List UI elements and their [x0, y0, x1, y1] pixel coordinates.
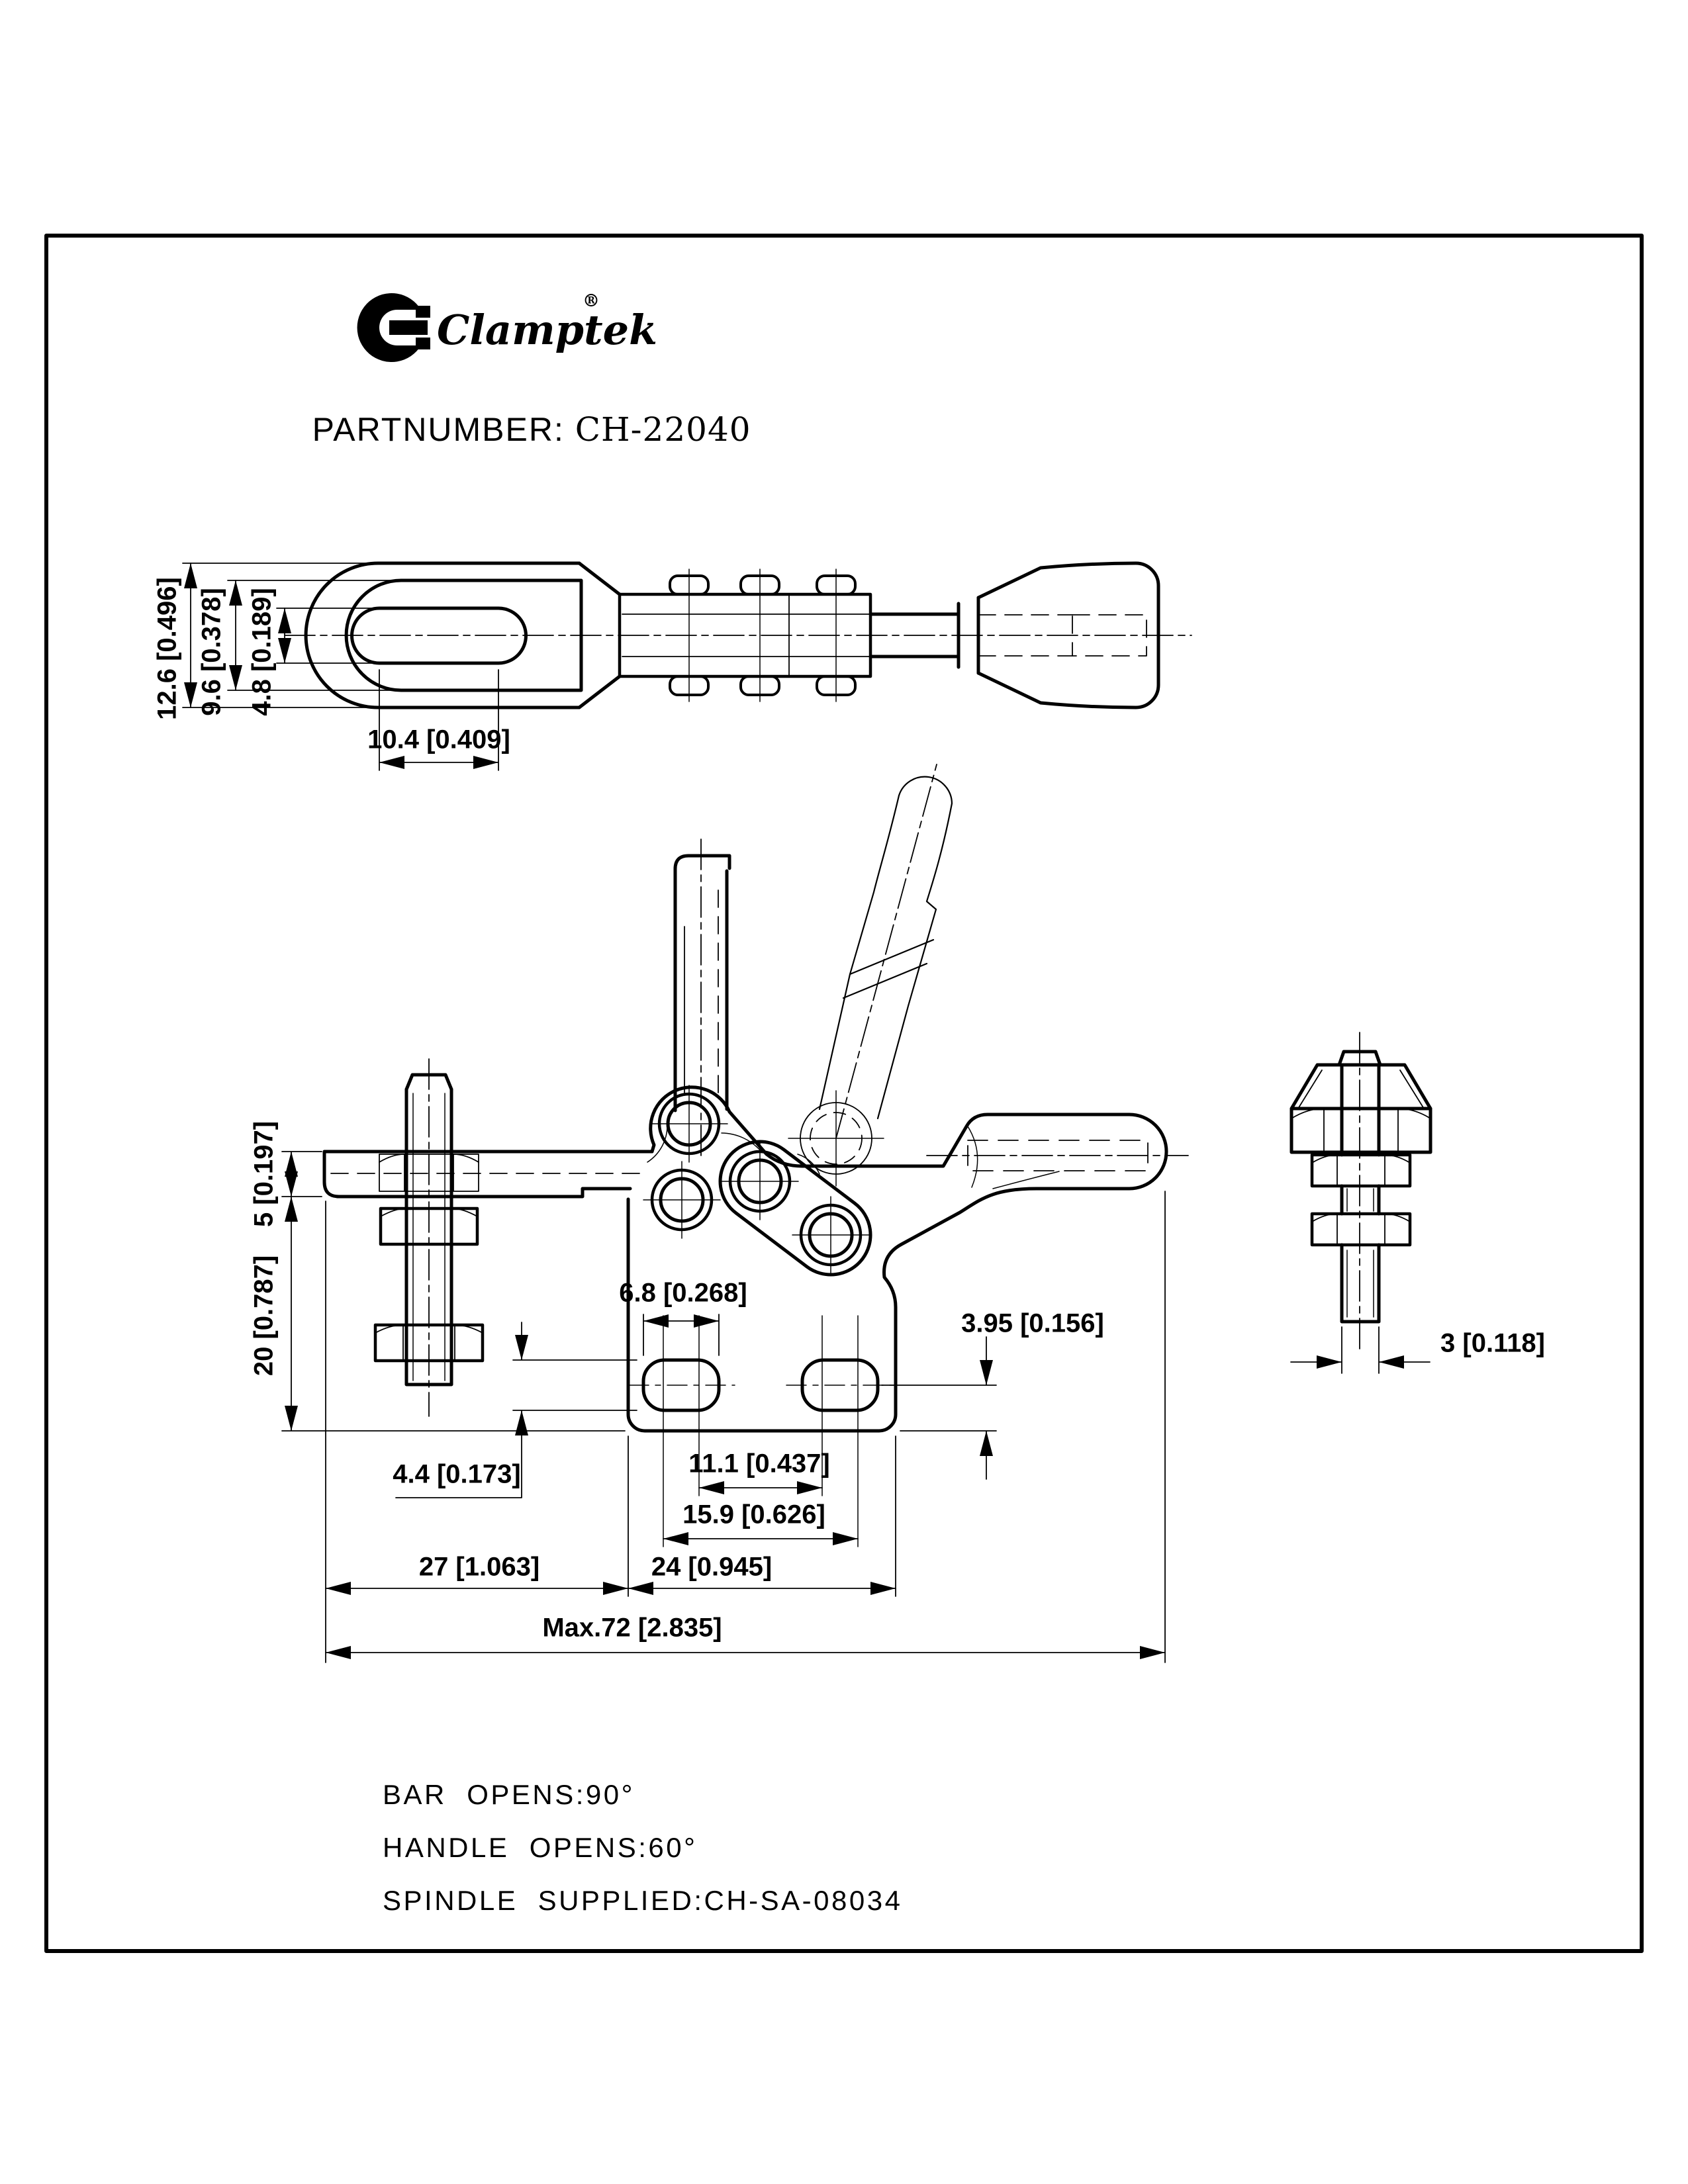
- dim-max-72: Max.72 [2.835]: [542, 1613, 722, 1643]
- clamptek-logo-icon: [357, 293, 430, 362]
- dim-base-24: 24 [0.945]: [651, 1552, 773, 1582]
- brand-name: Clamptek: [437, 306, 658, 354]
- dim-slot-4-4: 4.4 [0.173]: [393, 1459, 521, 1489]
- note-bar-opens: BAR OPENS:90°: [383, 1779, 635, 1810]
- dim-slot-3-95: 3.95 [0.156]: [961, 1308, 1104, 1338]
- top-view-linework: [183, 563, 1192, 770]
- dim-slot-6-8: 6.8 [0.268]: [619, 1278, 747, 1308]
- side-view-linework: [1291, 1032, 1430, 1373]
- sheet-frame: [46, 236, 1642, 1951]
- dim-bar-thickness-5: 5 [0.197]: [249, 1120, 279, 1228]
- dim-holes-11-1: 11.1 [0.437]: [688, 1449, 830, 1479]
- note-spindle-supplied: SPINDLE SUPPLIED:CH-SA-08034: [383, 1885, 903, 1916]
- dim-slot-10-4: 10.4 [0.409]: [367, 725, 510, 754]
- note-handle-opens: HANDLE OPENS:60°: [383, 1832, 698, 1863]
- part-number-label: PARTNUMBER:: [312, 411, 565, 448]
- dim-spindle-3: 3 [0.118]: [1440, 1328, 1545, 1358]
- dim-width-12-6: 12.6 [0.496]: [152, 577, 182, 720]
- dim-width-4-8: 4.8 [0.189]: [247, 588, 277, 716]
- dim-length-27: 27 [1.063]: [418, 1552, 540, 1582]
- dim-width-9-6: 9.6 [0.378]: [197, 588, 226, 716]
- registered-mark: ®: [583, 291, 600, 311]
- part-number-value: CH-22040: [575, 410, 751, 449]
- part-number-line: [270, 372, 751, 487]
- dim-height-20: 20 [0.787]: [249, 1255, 279, 1377]
- dim-holes-15-9: 15.9 [0.626]: [682, 1500, 825, 1529]
